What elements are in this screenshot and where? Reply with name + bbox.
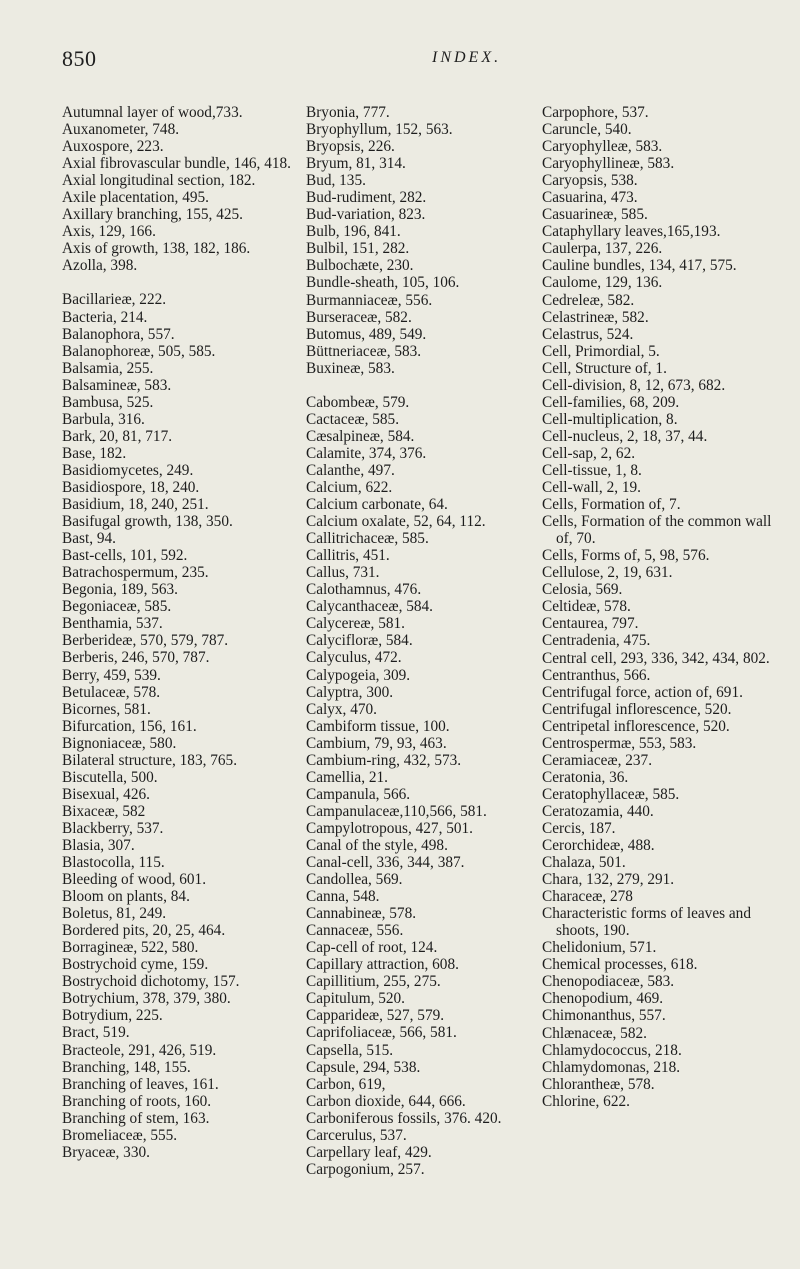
index-entry: Autumnal layer of wood,733.	[62, 104, 243, 121]
index-entry: Bignoniaceæ, 580.	[62, 734, 177, 752]
section-gap	[62, 274, 302, 291]
index-entry: Cell-sap, 2, 62.	[542, 444, 636, 462]
index-entry: Camellia, 21.	[306, 768, 388, 786]
index-entry: Capillary attraction, 608.	[306, 956, 459, 974]
index-entry: Bifurcation, 156, 161.	[62, 717, 197, 735]
index-entry: Caryopsis, 538.	[542, 172, 638, 190]
index-entry: Cataphyllary leaves,165,193.	[542, 223, 721, 241]
index-entry: Cell-nucleus, 2, 18, 37, 44.	[542, 427, 708, 445]
index-entry: Bulbil, 151, 282.	[306, 240, 410, 258]
index-entry: Campanula, 566.	[306, 785, 411, 803]
index-entry: Caryophylleæ, 583.	[542, 138, 663, 156]
index-entry: Bryopsis, 226.	[306, 138, 395, 156]
index-entry: Balanophoreæ, 505, 585.	[62, 342, 216, 360]
index-entry: Calcium, 622.	[306, 478, 393, 496]
index-entry: Cell-families, 68, 209.	[542, 393, 680, 411]
index-entry: Berberideæ, 570, 579, 787.	[62, 632, 229, 650]
index-entry: Calcium carbonate, 64.	[306, 496, 448, 514]
index-entry: Cell-wall, 2, 19.	[542, 479, 641, 497]
index-entry: Branching of stem, 163.	[62, 1109, 210, 1127]
index-entry: Butomus, 489, 549.	[306, 325, 427, 343]
page-header	[62, 46, 760, 76]
index-entry: Carpophore, 537.	[542, 104, 649, 121]
index-entry: Bract, 519.	[62, 1024, 130, 1042]
index-entry: Cells, Forms of, 5, 98, 576.	[542, 547, 710, 565]
index-entry: Chemical processes, 618.	[542, 956, 698, 974]
index-entry: Auxanometer, 748.	[62, 121, 180, 139]
index-entry: Carcerulus, 537.	[306, 1126, 407, 1144]
index-entry: Carpellary leaf, 429.	[306, 1143, 432, 1161]
index-entry: Canal-cell, 336, 344, 387.	[306, 854, 465, 872]
index-entry: Blasia, 307.	[62, 836, 135, 854]
index-entry: Branching, 148, 155.	[62, 1058, 191, 1076]
index-entry: Callitris, 451.	[306, 547, 390, 565]
index-entry: Canal of the style, 498.	[306, 836, 448, 854]
index-entry: Cambium-ring, 432, 573.	[306, 751, 462, 769]
index-entry: Borragineæ, 522, 580.	[62, 939, 199, 957]
index-entry: Chlorine, 622.	[542, 1092, 630, 1110]
index-entry: Calamite, 374, 376.	[306, 444, 427, 462]
index-entry: Bryonia, 777.	[306, 104, 390, 121]
index-entry: Bicornes, 581.	[62, 700, 151, 718]
index-entry: Cabombeæ, 579.	[306, 393, 410, 411]
index-entry: Centrospermæ, 553, 583.	[542, 734, 697, 752]
index-entry: Calanthe, 497.	[306, 461, 395, 479]
index-entry: Carpogonium, 257.	[306, 1160, 425, 1178]
index-entry: Cell-division, 8, 12, 673, 682.	[542, 376, 726, 394]
index-entry: Celosia, 569.	[542, 581, 623, 599]
section-gap	[306, 377, 546, 394]
index-entry: Ceratophyllaceæ, 585.	[542, 785, 680, 803]
index-entry: Berry, 459, 539.	[62, 666, 161, 684]
index-entry: Calypogeia, 309.	[306, 666, 411, 684]
index-entry: Calycanthaceæ, 584.	[306, 598, 434, 616]
index-entry: Biscutella, 500.	[62, 768, 158, 786]
index-entry: Axial longitudinal section, 182.	[62, 172, 256, 190]
index-entry: Celtideæ, 578.	[542, 598, 631, 616]
index-entry: Axile placentation, 495.	[62, 189, 209, 207]
index-entry: Axillary branching, 155, 425.	[62, 206, 243, 224]
index-entry: Bryophyllum, 152, 563.	[306, 121, 453, 139]
index-entry: Auxospore, 223.	[62, 138, 164, 156]
index-entry: Calyptra, 300.	[306, 683, 394, 701]
index-entry: Berberis, 246, 570, 787.	[62, 649, 210, 667]
index-entry: Blastocolla, 115.	[62, 854, 165, 872]
page-number: 850	[62, 46, 97, 71]
index-entry: Calycereæ, 581.	[306, 615, 405, 633]
index-entry: Cells, Formation of, 7.	[542, 496, 681, 514]
index-entry: Burmanniaceæ, 556.	[306, 291, 433, 309]
index-entry: Chlamydococcus, 218.	[542, 1041, 682, 1059]
page-title: INDEX.	[432, 49, 502, 66]
index-entry: Capparideæ, 527, 579.	[306, 1007, 445, 1025]
index-entry: Characeæ, 278	[542, 888, 633, 906]
index-columns	[62, 104, 797, 1244]
index-entry: Cercis, 187.	[542, 819, 616, 837]
index-entry: Bloom on plants, 84.	[62, 888, 190, 906]
index-entry: Centranthus, 566.	[542, 666, 651, 684]
index-entry: Calothamnus, 476.	[306, 581, 422, 599]
index-entry: Cauline bundles, 134, 417, 575.	[542, 257, 737, 275]
index-entry: Blackberry, 537.	[62, 819, 164, 837]
index-column-3	[542, 104, 782, 1110]
index-entry: Botrychium, 378, 379, 380.	[62, 990, 231, 1008]
index-entry: Caprifoliaceæ, 566, 581.	[306, 1024, 457, 1042]
index-entry: Chlænaceæ, 582.	[542, 1024, 647, 1042]
index-entry: Chenopodiaceæ, 583.	[542, 973, 675, 991]
index-entry: Bryaceæ, 330.	[62, 1143, 150, 1161]
index-entry: Bordered pits, 20, 25, 464.	[62, 922, 226, 940]
index-entry: Cerorchideæ, 488.	[542, 837, 655, 855]
index-entry: Centripetal inflorescence, 520.	[542, 717, 730, 735]
index-entry: Buxineæ, 583.	[306, 359, 395, 377]
index-entry: Cell-tissue, 1, 8.	[542, 461, 642, 479]
index-entry: Cambium, 79, 93, 463.	[306, 734, 447, 752]
index-entry: Betulaceæ, 578.	[62, 683, 161, 701]
index-entry: Cells, Formation of the common wall of, 70.	[542, 513, 772, 548]
index-entry: Balsamineæ, 583.	[62, 376, 172, 394]
index-entry: Casuarina, 473.	[542, 189, 638, 207]
index-entry: Bud, 135.	[306, 172, 366, 190]
index-entry: Cellulose, 2, 19, 631.	[542, 564, 673, 582]
index-entry: Callus, 731.	[306, 564, 380, 582]
index-entry: Ceratozamia, 440.	[542, 802, 654, 820]
index-column-1	[62, 104, 302, 1161]
index-entry: Bostrychoid dichotomy, 157.	[62, 973, 240, 991]
index-entry: Bud-rudiment, 282.	[306, 189, 427, 207]
index-entry: Branching of leaves, 161.	[62, 1075, 219, 1093]
index-entry: Balanophora, 557.	[62, 325, 175, 343]
index-entry: Central cell, 293, 336, 342, 434, 802.	[542, 649, 770, 667]
index-entry: Bisexual, 426.	[62, 785, 150, 803]
index-entry: Centradenia, 475.	[542, 632, 651, 650]
index-entry: Bud-variation, 823.	[306, 206, 426, 224]
index-entry: Benthamia, 537.	[62, 615, 163, 633]
index-entry: Bulbochæte, 230.	[306, 257, 414, 275]
index-entry: Cap-cell of root, 124.	[306, 939, 438, 957]
index-entry: Basidiomycetes, 249.	[62, 461, 194, 479]
index-entry: Chelidonium, 571.	[542, 939, 657, 957]
index-entry: Büttneriaceæ, 583.	[306, 342, 422, 360]
index-entry: Bilateral structure, 183, 765.	[62, 751, 238, 769]
index-entry: Centrifugal force, action of, 691.	[542, 683, 743, 701]
index-entry: Botrydium, 225.	[62, 1007, 163, 1025]
index-entry: Burseraceæ, 582.	[306, 308, 412, 326]
index-entry: Centrifugal inflorescence, 520.	[542, 700, 732, 718]
index-entry: Calcium oxalate, 52, 64, 112.	[306, 513, 486, 531]
index-entry: Bleeding of wood, 601.	[62, 871, 207, 889]
index-entry: Bacillarieæ, 222.	[62, 291, 167, 309]
index-entry: Chenopodium, 469.	[542, 990, 664, 1008]
index-entry: Barbula, 316.	[62, 410, 145, 428]
index-entry: Axis of growth, 138, 182, 186.	[62, 240, 251, 258]
index-entry: Chloranthеæ, 578.	[542, 1075, 655, 1093]
index-entry: Caulerpa, 137, 226.	[542, 240, 663, 258]
index-entry: Calycifloræ, 584.	[306, 632, 413, 650]
index-entry: Bast-cells, 101, 592.	[62, 547, 188, 565]
index-entry: Callitrichaceæ, 585.	[306, 530, 429, 548]
index-entry: Centaurea, 797.	[542, 615, 639, 633]
index-entry: Cell, Primordial, 5.	[542, 342, 660, 360]
index-entry: Canna, 548.	[306, 888, 380, 906]
index-entry: Bulb, 196, 841.	[306, 223, 401, 241]
index-entry: Carboniferous fossils, 376. 420.	[306, 1109, 502, 1127]
index-entry: Ceramiaceæ, 237.	[542, 751, 653, 769]
index-entry: Capsule, 294, 538.	[306, 1058, 421, 1076]
index-entry: Bark, 20, 81, 717.	[62, 427, 173, 445]
index-entry: Bracteole, 291, 426, 519.	[62, 1041, 217, 1059]
index-entry: Bromeliaceæ, 555.	[62, 1126, 178, 1144]
index-entry: Axial fibrovascular bundle, 146, 418.	[62, 155, 291, 173]
index-column-2	[306, 104, 546, 1178]
index-entry: Celastrus, 524.	[542, 325, 634, 343]
index-entry: Bostrychoid cyme, 159.	[62, 956, 209, 974]
index-entry: Cactaceæ, 585.	[306, 410, 400, 428]
index-entry: Basifugal growth, 138, 350.	[62, 513, 233, 531]
index-entry: Ceratonia, 36.	[542, 768, 629, 786]
index-entry: Caryophyllineæ, 583.	[542, 155, 675, 173]
index-entry: Bambusa, 525.	[62, 393, 154, 411]
index-entry: Cedreleæ, 582.	[542, 291, 635, 309]
index-entry: Cannabineæ, 578.	[306, 905, 417, 923]
index-entry: Basidium, 18, 240, 251.	[62, 496, 209, 514]
index-entry: Cambiform tissue, 100.	[306, 717, 450, 735]
index-entry: Axis, 129, 166.	[62, 223, 156, 241]
index-entry: Cell-multiplication, 8.	[542, 410, 678, 428]
index-entry: Campylotropous, 427, 501.	[306, 819, 473, 837]
index-entry: Chalaza, 501.	[542, 854, 626, 872]
index-entry: Characteristic forms of leaves and shoots, 190.	[542, 905, 751, 940]
index-entry: Basidiospore, 18, 240.	[62, 478, 200, 496]
index-entry: Chara, 132, 279, 291.	[542, 871, 675, 889]
index-entry: Casuarineæ, 585.	[542, 206, 648, 224]
index-entry: Azolla, 398.	[62, 257, 138, 275]
index-entry: Balsamia, 255.	[62, 359, 154, 377]
index-entry: Cell, Structure of, 1.	[542, 359, 667, 377]
index-entry: Capsella, 515.	[306, 1041, 394, 1059]
index-entry: Caulome, 129, 136.	[542, 274, 663, 292]
index-entry: Carbon, 619,	[306, 1075, 386, 1093]
index-entry: Bundle-sheath, 105, 106.	[306, 274, 460, 292]
index-entry: Chimonanthus, 557.	[542, 1007, 666, 1025]
index-entry: Batrachospermum, 235.	[62, 564, 209, 582]
index-entry: Bixaceæ, 582	[62, 802, 146, 820]
index-entry: Calyculus, 472.	[306, 649, 402, 667]
index-entry: Bast, 94.	[62, 530, 116, 548]
index-entry: Campanulaceæ,110,566, 581.	[306, 802, 487, 820]
index-entry: Begonia, 189, 563.	[62, 581, 178, 599]
index-entry: Base, 182.	[62, 444, 127, 462]
index-entry: Branching of roots, 160.	[62, 1092, 212, 1110]
index-entry: Candollea, 569.	[306, 871, 403, 889]
index-entry: Calyx, 470.	[306, 700, 377, 718]
index-entry: Cannaceæ, 556.	[306, 922, 404, 940]
index-entry: Celastrineæ, 582.	[542, 308, 649, 326]
index-entry: Caruncle, 540.	[542, 121, 632, 139]
index-entry: Bryum, 81, 314.	[306, 155, 406, 173]
index-entry: Carbon dioxide, 644, 666.	[306, 1092, 466, 1110]
index-entry: Capitulum, 520.	[306, 990, 406, 1008]
index-entry: Begoniaceæ, 585.	[62, 598, 172, 616]
index-entry: Chlamydomonas, 218.	[542, 1058, 681, 1076]
index-entry: Bacteria, 214.	[62, 308, 148, 326]
index-entry: Cæsalpineæ, 584.	[306, 427, 415, 445]
index-entry: Boletus, 81, 249.	[62, 905, 167, 923]
index-entry: Capillitium, 255, 275.	[306, 973, 441, 991]
